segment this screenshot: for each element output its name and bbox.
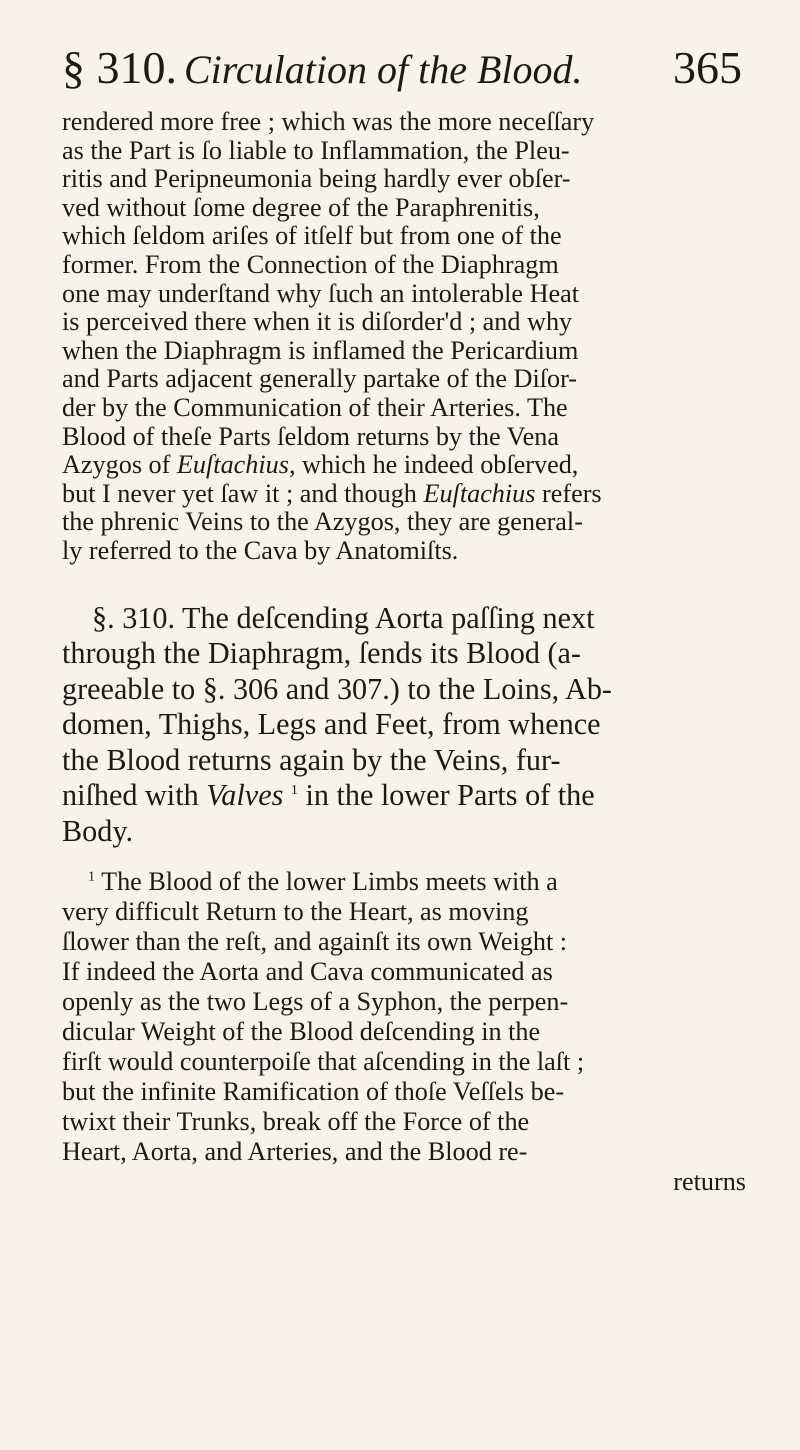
text-line: greeable to §. 306 and 307.) to the Loins, Ab- xyxy=(62,671,612,706)
text-line: twixt their Trunks, break off the Force of the xyxy=(62,1107,530,1136)
text-line: dicular Weight of the Blood deſcending in the xyxy=(62,1017,541,1046)
text-line: the phrenic Veins to the Azygos, they are general- xyxy=(62,507,583,537)
text-line: Heart, Aorta, and Arteries, and the Blood re- xyxy=(62,1137,528,1166)
text-line: which ſeldom ariſes of itſelf but from one of the xyxy=(62,221,562,251)
footnote xyxy=(62,867,752,1197)
page-number: 365 xyxy=(673,42,742,93)
text-line: openly as the two Legs of a Syphon, the perpen- xyxy=(62,987,569,1016)
text-line: one may underſtand why ſuch an intolerable Heat xyxy=(62,278,580,308)
text-line: ritis and Peripneumonia being hardly ever obſer- xyxy=(62,164,571,194)
paragraph-diaphragm xyxy=(62,108,752,566)
text-line: as the Part is ſo liable to Inflammation, the Pleu- xyxy=(62,135,570,165)
text-line: but the infinite Ramification of thoſe Veſſels be- xyxy=(62,1077,565,1106)
text-line: If indeed the Aorta and Cava communicated as xyxy=(62,957,553,986)
text-line: the Blood returns again by the Veins, fur- xyxy=(62,742,561,777)
running-header xyxy=(62,38,742,98)
section-number: § 310. xyxy=(62,42,177,93)
text-line: §. 310. The deſcending Aorta paſſing next xyxy=(92,600,595,635)
text-line: but I never yet ſaw it ; and though Euſtachius refers xyxy=(62,478,602,508)
text-line: Body. xyxy=(62,813,134,848)
paragraph-section-310 xyxy=(62,601,752,850)
text-line: through the Diaphragm, ſends its Blood (a- xyxy=(62,636,581,670)
text-line: niſhed with Valves $^1$ in the lower Parts of the xyxy=(62,778,595,812)
page-title: Circulation of the Blood. xyxy=(184,47,583,92)
catchword: returns xyxy=(673,1167,746,1196)
text-line: $^1$ The Blood of the lower Limbs meets with a xyxy=(88,867,558,896)
text-line: very difficult Return to the Heart, as moving xyxy=(62,897,529,926)
text-line: firſt would counterpoiſe that aſcending in the laſt ; xyxy=(62,1047,585,1076)
text-line: ſlower than the reſt, and againſt its own Weight : xyxy=(62,927,568,956)
text-line: Blood of theſe Parts ſeldom returns by the Vena xyxy=(62,421,559,451)
text-line: is perceived there when it is diſorder'd ; and why xyxy=(62,307,573,337)
text-line: ved without ſome degree of the Paraphrenitis, xyxy=(62,192,540,222)
text-line: Azygos of Euſtachius, which he indeed obſerved, xyxy=(62,450,579,480)
text-line: domen, Thighs, Legs and Feet, from whence xyxy=(62,707,601,741)
body-text xyxy=(62,108,752,1197)
text-line: der by the Communication of their Arteries. The xyxy=(62,392,568,422)
text-line: former. From the Connection of the Diaphragm xyxy=(62,249,559,279)
text-line: and Parts adjacent generally partake of the Diſor- xyxy=(62,364,578,394)
text-line: when the Diaphragm is inflamed the Pericardium xyxy=(62,335,579,365)
text-line: rendered more free ; which was the more neceſſary xyxy=(62,107,595,136)
text-line: ly referred to the Cava by Anatomiſts. xyxy=(62,535,459,565)
